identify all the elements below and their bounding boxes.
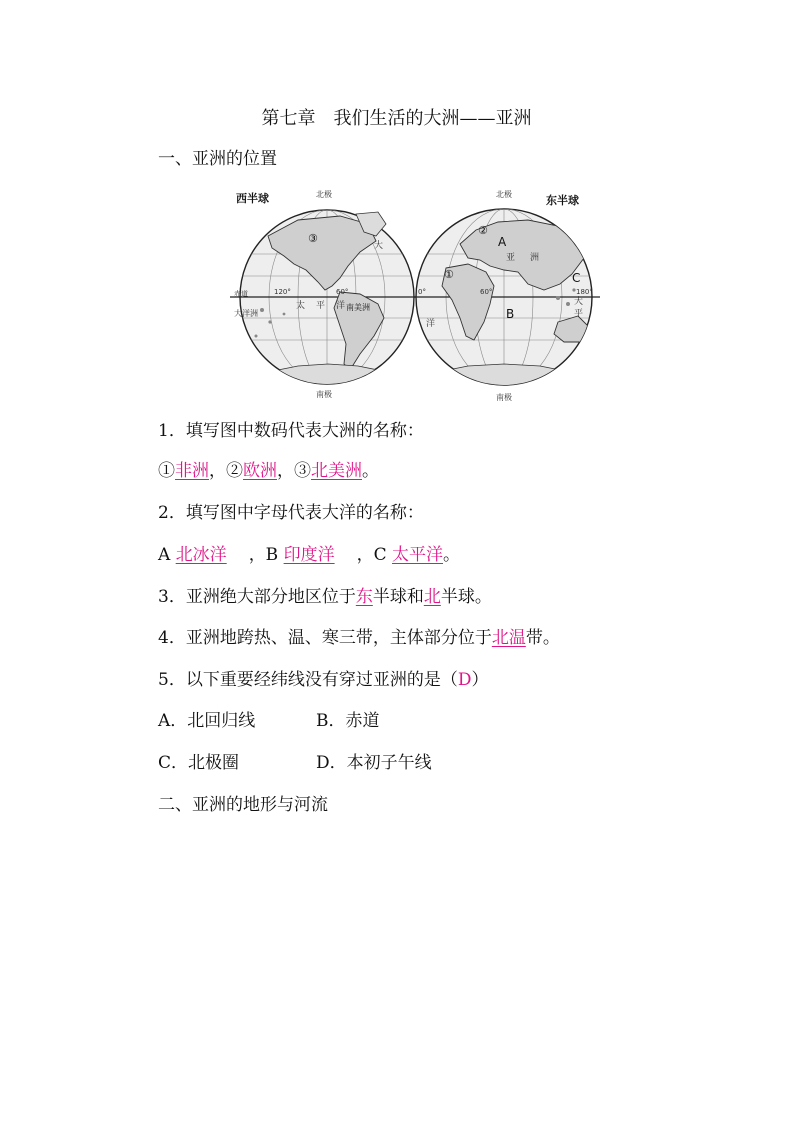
page-title: 第七章 我们生活的大洲——亚洲 bbox=[261, 108, 532, 129]
hemispheres-map bbox=[228, 186, 600, 406]
question-2: 2．填写图中字母代表大洋的名称： bbox=[158, 503, 424, 523]
west-text-dayangzhou: 大洋洲 bbox=[234, 309, 258, 318]
east-text-yang: 洋 bbox=[426, 319, 436, 329]
hemispheres-map-svg bbox=[228, 186, 600, 406]
marker-3: ③ bbox=[308, 232, 318, 245]
answer-1-c: 北美洲 bbox=[311, 461, 362, 481]
option-b: B．赤道 bbox=[316, 711, 380, 731]
east-coord-0: 0° bbox=[418, 288, 426, 296]
west-text-chidao: 赤道 bbox=[234, 290, 248, 298]
east-north-pole-label: 北极 bbox=[496, 190, 512, 199]
answer-2 bbox=[158, 544, 460, 566]
answer-1-b: 欧洲 bbox=[243, 461, 277, 481]
west-coord-120: 120° bbox=[274, 288, 291, 296]
question-5-end: ） bbox=[471, 670, 489, 690]
answer-4: 北温 bbox=[491, 628, 526, 648]
answer-3-a: 东 bbox=[355, 587, 373, 607]
east-coord-180: 180° bbox=[576, 288, 593, 296]
question-3 bbox=[158, 586, 492, 608]
letter-a: A bbox=[498, 235, 507, 249]
east-text-ping: 平 bbox=[574, 309, 584, 319]
section-heading-position: 一、亚洲的位置 bbox=[158, 149, 277, 169]
option-a: A．北回归线 bbox=[158, 711, 256, 731]
section-heading-terrain: 二、亚洲的地形与河流 bbox=[158, 795, 328, 815]
west-text-tai: 太 bbox=[296, 301, 306, 311]
answer-5: D bbox=[457, 670, 472, 690]
east-text-zhou: 洲 bbox=[530, 253, 540, 263]
west-coord-60: 60° bbox=[336, 288, 349, 296]
answer-2-b: 印度洋 bbox=[283, 545, 335, 565]
answer-2-pa: A bbox=[158, 545, 176, 565]
question-4 bbox=[158, 627, 560, 649]
question-1: 1．填写图中数码代表大洲的名称： bbox=[158, 421, 424, 441]
answer-1-sep1: ，② bbox=[209, 461, 243, 481]
west-hemisphere-label: 西半球 bbox=[236, 192, 269, 205]
west-text-yang: 洋 bbox=[336, 301, 346, 311]
east-hemisphere-label: 东半球 bbox=[546, 194, 579, 207]
marker-2: ② bbox=[478, 224, 488, 237]
question-5 bbox=[158, 669, 488, 691]
western-hemisphere bbox=[230, 189, 424, 399]
west-north-pole-label: 北极 bbox=[316, 190, 332, 199]
east-text-ya: 亚 bbox=[506, 253, 516, 263]
marker-1: ① bbox=[444, 268, 454, 281]
east-text-da: 大 bbox=[574, 297, 584, 307]
option-d: D．本初子午线 bbox=[316, 753, 432, 773]
west-text-nanmeizhou: 南美洲 bbox=[346, 303, 370, 312]
answer-1-sep2: ，③ bbox=[277, 461, 311, 481]
question-5-pre: 5．以下重要经纬线没有穿过亚洲的是（ bbox=[158, 670, 458, 690]
east-coord-60: 60° bbox=[480, 288, 493, 296]
question-3-pre: 3．亚洲绝大部分地区位于 bbox=[158, 587, 356, 607]
answer-1-end: 。 bbox=[362, 461, 379, 481]
question-3-mid: 半球和 bbox=[372, 587, 424, 607]
letter-c: C bbox=[572, 271, 581, 285]
answer-3-b: 北 bbox=[423, 587, 441, 607]
question-4-end: 带。 bbox=[525, 628, 560, 648]
eastern-hemisphere bbox=[414, 189, 600, 402]
answer-2-end: 。 bbox=[443, 545, 461, 565]
answer-1-a: 非洲 bbox=[175, 461, 209, 481]
answer-2-pc: ，C bbox=[356, 545, 393, 565]
question-4-pre: 4．亚洲地跨热、温、寒三带，主体部分位于 bbox=[158, 628, 492, 648]
answer-1 bbox=[158, 460, 379, 482]
answer-2-pb: ，B bbox=[248, 545, 284, 565]
west-text-ping: 平 bbox=[316, 301, 326, 311]
east-south-pole-label: 南极 bbox=[496, 393, 512, 402]
question-3-end: 半球。 bbox=[440, 587, 492, 607]
answer-1-prefix: ① bbox=[158, 461, 175, 481]
option-c: C．北极圈 bbox=[158, 753, 240, 773]
answer-2-c: 太平洋 bbox=[392, 545, 444, 565]
answer-2-a: 北冰洋 bbox=[175, 545, 227, 565]
west-south-pole-label: 南极 bbox=[316, 390, 332, 399]
letter-b: B bbox=[506, 307, 515, 321]
west-text-da: 大 bbox=[374, 241, 384, 251]
